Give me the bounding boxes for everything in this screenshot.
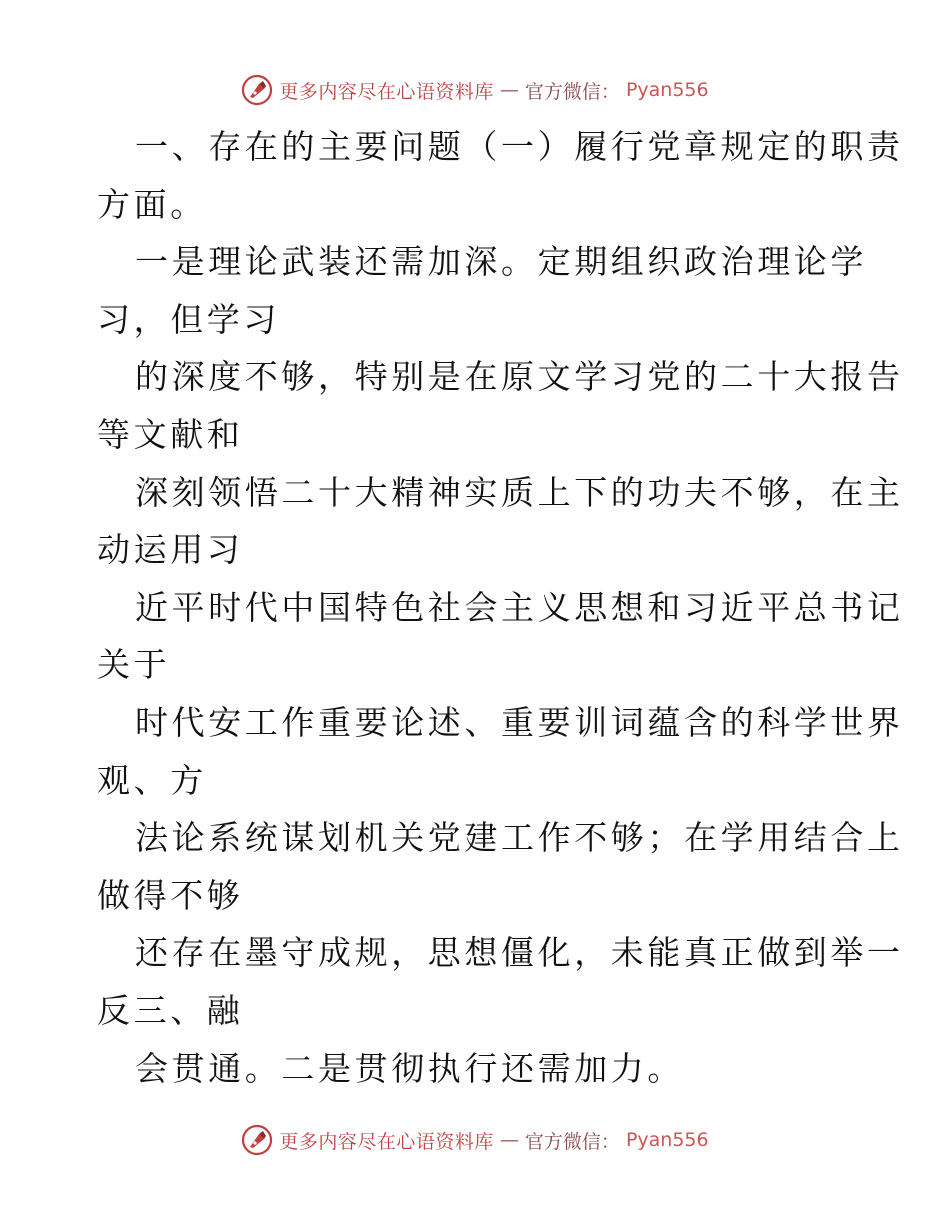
watermark-wechat-id: Pyan556 bbox=[625, 79, 709, 101]
watermark-wechat-id: Pyan556 bbox=[625, 1129, 709, 1151]
header-watermark bbox=[0, 70, 950, 110]
body-line: 关于 bbox=[97, 645, 171, 685]
watermark-text: 更多内容尽在心语资料库 bbox=[279, 1130, 494, 1153]
footer-watermark bbox=[0, 1120, 950, 1160]
body-line: 动运用习 bbox=[97, 530, 244, 570]
body-line: 还存在墨守成规，思想僵化，未能真正做到举一 bbox=[135, 933, 904, 973]
watermark-official-label: 官方微信： bbox=[524, 1130, 620, 1153]
pen-nib-icon bbox=[241, 74, 273, 106]
body-line: 习，但学习 bbox=[97, 299, 280, 339]
body-line: 做得不够 bbox=[97, 875, 244, 915]
body-line: 时代安工作重要论述、重要训词蕴含的科学世界 bbox=[135, 702, 904, 742]
body-line: 深刻领悟二十大精神实质上下的功夫不够，在主 bbox=[135, 472, 904, 512]
body-line: 会贯通。二是贯彻执行还需加力。 bbox=[135, 1048, 684, 1088]
body-line: 等文献和 bbox=[97, 414, 244, 454]
watermark-separator: — bbox=[499, 79, 519, 101]
body-line: 一是理论武装还需加深。定期组织政治理论学 bbox=[135, 242, 867, 282]
body-line: 的深度不够，特别是在原文学习党的二十大报告 bbox=[135, 357, 904, 397]
document-body bbox=[97, 118, 904, 1097]
watermark-official-label: 官方微信： bbox=[524, 80, 620, 103]
body-line: 反三、融 bbox=[97, 990, 244, 1030]
body-line: 近平时代中国特色社会主义思想和习近平总书记 bbox=[135, 587, 904, 627]
body-line: 一、存在的主要问题（一）履行党章规定的职责 bbox=[135, 127, 904, 166]
pen-nib-icon bbox=[241, 1124, 273, 1156]
watermark-separator: — bbox=[499, 1129, 519, 1151]
body-line: 观、方 bbox=[97, 760, 207, 800]
watermark-text: 更多内容尽在心语资料库 bbox=[279, 80, 494, 103]
body-line: 法论系统谋划机关党建工作不够；在学用结合上 bbox=[135, 818, 904, 858]
body-line: 方面。 bbox=[97, 184, 207, 224]
